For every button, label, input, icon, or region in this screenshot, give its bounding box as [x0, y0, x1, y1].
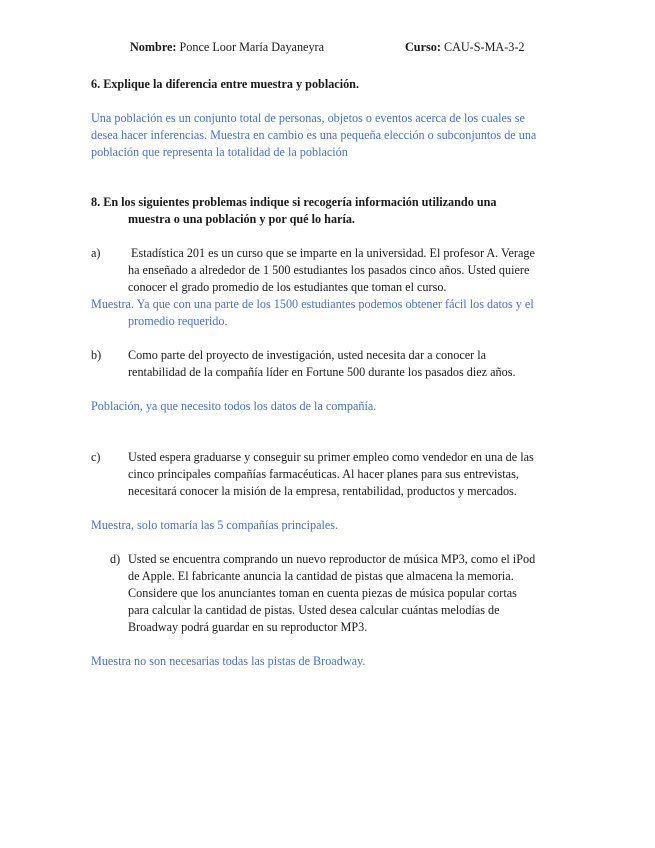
answer-6-line-3: población que representa la totalidad de la población [91, 145, 348, 159]
item-c-line-3: necesitará conocer la misión de la empresa, rentabilidad, productos y mercados. [128, 484, 517, 498]
item-d-line-3: Considere que los anunciantes toman en cuenta piezas de música popular cortas [128, 586, 517, 600]
course-info [405, 39, 525, 56]
course-value: CAU-S-MA-3-2 [443, 40, 525, 54]
item-d-line-2: de Apple. El fabricante anuncia la cantidad de pistas que almacena la memoria. [128, 569, 514, 583]
item-b-line-1: Como parte del proyecto de investigación, usted necesita dar a conocer la [128, 348, 487, 362]
item-a-line-3: conocer el grado promedio de los estudiantes que toman el curso. [128, 280, 447, 294]
student-name [130, 39, 324, 56]
item-c-marker: c) [91, 450, 101, 464]
answer-a-line-1: Muestra. Ya que con una parte de los 1500 estudiantes podemos obtener fácil los datos y el [91, 297, 534, 311]
answer-c: Muestra, solo tomaría las 5 compañías principales. [91, 518, 339, 532]
item-c-line-1: Usted espera graduarse y conseguir su primer empleo como vendedor en una de las [128, 450, 534, 464]
question-8-line-2: muestra o una población y por qué lo haría. [128, 212, 355, 226]
item-b-line-2: rentabilidad de la compañía líder en Fortune 500 durante los pasados diez años. [128, 365, 516, 379]
answer-6-line-1: Una población es un conjunto total de personas, objetos o eventos acerca de los cuales se [91, 111, 525, 125]
item-d-marker: d) [110, 552, 121, 566]
answer-a-line-2: promedio requerido. [128, 314, 228, 328]
item-a-line-2: ha enseñado a alrededor de 1 500 estudiantes los pasados cinco años. Usted quiere [128, 263, 530, 277]
item-d-line-1: Usted se encuentra comprando un nuevo reproductor de música MP3, como el iPod [128, 552, 536, 566]
name-label: Nombre: [130, 40, 177, 54]
item-a-line-1: Estadística 201 es un curso que se imparte en la universidad. El profesor A. Verage [131, 246, 535, 260]
item-d-line-4: para calcular la cantidad de pistas. Usted desea calcular cuántas melodías de [128, 603, 500, 617]
answer-b: Población, ya que necesito todos los datos de la compañía. [91, 399, 377, 413]
course-label: Curso: [405, 40, 441, 54]
answer-d: Muestra no son necesarias todas las pistas de Broadway. [91, 654, 366, 668]
answer-6-line-2: desea hacer inferencias. Muestra en cambio es una pequeña elección o subconjuntos de una [91, 128, 537, 142]
question-8-line-1: 8. En los siguientes problemas indique si recogería información utilizando una [91, 195, 497, 209]
name-value: Ponce Loor María Dayaneyra [179, 40, 325, 54]
item-c-line-2: cinco principales compañías farmacéuticas. Al hacer planes para sus entrevistas, [128, 467, 519, 481]
item-b-marker: b) [91, 348, 102, 362]
question-6: 6. Explique la diferencia entre muestra y población. [91, 77, 360, 91]
item-d-line-5: Broadway podrá guardar en su reproductor MP3. [128, 620, 368, 634]
item-a-marker: a) [91, 246, 101, 260]
